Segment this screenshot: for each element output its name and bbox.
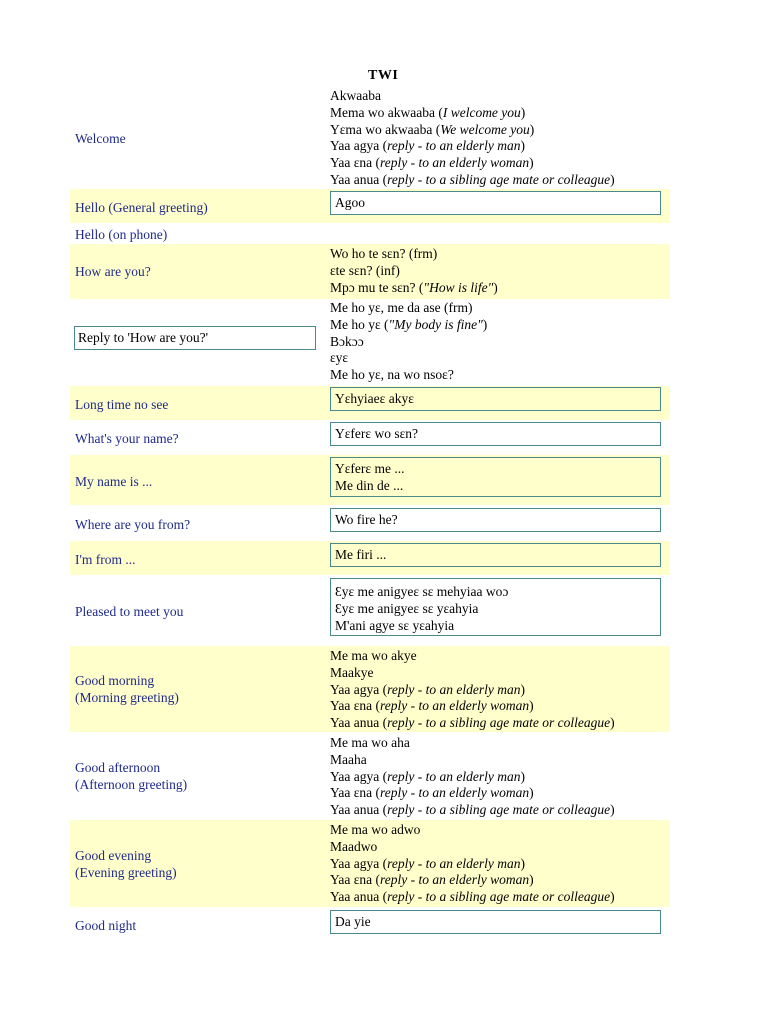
twi-cell: [330, 191, 661, 215]
closing-paren: ): [529, 872, 534, 888]
twi-phrase: Maaha: [330, 751, 367, 767]
closing-paren: ): [482, 316, 488, 332]
english-phrase-line: Good evening: [75, 848, 152, 863]
twi-phrase-line: [330, 856, 615, 873]
twi-cell: [330, 387, 661, 411]
twi-cell: [330, 422, 661, 446]
twi-lines: [330, 88, 615, 189]
twi-phrase-line: [330, 280, 498, 297]
twi-phrase: Mpɔ mu te sɛn? (: [330, 279, 424, 295]
english-phrase-line: Good morning: [75, 673, 155, 688]
twi-cell: [330, 457, 661, 497]
twi-phrase-line: [330, 105, 615, 122]
twi-lines: [330, 246, 498, 296]
twi-lines: [330, 735, 615, 819]
twi-phrase-line: [330, 802, 615, 819]
english-phrase-note: (Morning greeting): [75, 690, 179, 705]
twi-phrase-line: [330, 769, 615, 786]
twi-phrase-translation: "How is life": [423, 279, 494, 295]
twi-phrase-translation: reply - to a sibling age mate or colleague: [387, 171, 611, 187]
twi-phrase-line: [330, 300, 487, 317]
row-pleased: [70, 576, 670, 644]
english-phrase: My name is ...: [75, 474, 153, 489]
closing-paren: ): [520, 768, 525, 784]
row-good-morning: [70, 646, 670, 732]
row-welcome: [70, 86, 670, 188]
twi-phrase-line: [330, 648, 615, 665]
twi-cell: [330, 910, 661, 934]
row-im-from: [70, 541, 670, 575]
twi-lines: [330, 300, 487, 384]
english-phrase: How are you?: [75, 264, 151, 279]
row-good-afternoon: [70, 733, 670, 819]
twi-phrase-line: [330, 88, 615, 105]
twi-phrase-translation: We welcome you: [440, 121, 530, 137]
twi-phrase: Yaa ɛna (: [330, 785, 381, 801]
twi-phrase-translation: "My body is fine": [388, 316, 483, 332]
twi-phrase: Yɛferɛ wo sɛn?: [335, 426, 418, 441]
row-how-are-you: [70, 244, 670, 299]
english-phrase: Good night: [75, 918, 137, 933]
closing-paren: ): [610, 715, 615, 731]
twi-cell: [330, 543, 661, 567]
twi-phrase-line: [330, 665, 615, 682]
twi-phrase-translation: reply - to a sibling age mate or colleague: [387, 889, 611, 905]
twi-phrase: Yaa agya (: [330, 681, 388, 697]
row-where-from: [70, 506, 670, 540]
row-your-name: [70, 421, 670, 455]
twi-phrase-translation: reply - to an elderly woman: [380, 872, 530, 888]
twi-phrase-translation: reply - to an elderly man: [387, 138, 521, 154]
twi-phrase-line: [330, 122, 615, 139]
twi-phrase: Maadwo: [330, 838, 378, 854]
twi-phrase: Me ho yɛ (: [330, 316, 389, 332]
english-phrase: Long time no see: [75, 397, 169, 412]
twi-phrase: Wo fire he?: [335, 512, 398, 527]
twi-phrase-line: [330, 785, 615, 802]
twi-phrase: Maakye: [330, 664, 374, 680]
closing-paren: ): [529, 785, 534, 801]
english-phrase-note: (Afternoon greeting): [75, 777, 188, 792]
twi-phrase-line: [330, 872, 615, 889]
twi-phrase: Akwaaba: [330, 88, 381, 103]
twi-phrase: ɛte sɛn? (inf): [330, 262, 400, 278]
twi-phrase: Mema wo akwaaba (: [330, 104, 443, 120]
closing-paren: ): [520, 138, 525, 154]
english-phrase: Pleased to meet you: [75, 604, 184, 619]
twi-phrase: Yaa anua (: [330, 802, 388, 818]
twi-lines: [330, 822, 615, 906]
twi-phrase: ɛyɛ: [330, 350, 349, 366]
english-phrase-note: (Evening greeting): [75, 865, 177, 880]
english-phrase: Hello (on phone): [75, 227, 168, 242]
closing-paren: ): [610, 171, 615, 187]
twi-cell: [330, 578, 661, 636]
twi-phrase: Me ma wo adwo: [330, 822, 421, 837]
twi-phrase: Yaa anua (: [330, 171, 388, 187]
row-hello: [70, 189, 670, 223]
twi-phrase: Agoo: [335, 195, 365, 210]
row-good-evening: [70, 820, 670, 907]
twi-cell: [330, 508, 661, 532]
twi-phrase: Me ho yɛ, me da ase (frm): [330, 300, 473, 315]
twi-phrase: Ɛyɛ me anigyeɛ sɛ mehyiaa woɔ: [335, 584, 509, 599]
twi-phrase-translation: reply - to an elderly man: [387, 855, 521, 871]
twi-phrase-line: [330, 367, 487, 384]
closing-paren: ): [610, 889, 615, 905]
twi-phrase-translation: reply - to an elderly man: [387, 681, 521, 697]
twi-phrase: Me ma wo akye: [330, 648, 417, 663]
twi-phrase: M'ani agye sɛ yɛahyia: [335, 618, 455, 633]
twi-phrase-translation: reply - to an elderly woman: [380, 698, 530, 714]
twi-phrase-translation: reply - to an elderly woman: [380, 155, 530, 171]
twi-phrase-line: [330, 735, 615, 752]
closing-paren: ): [529, 698, 534, 714]
closing-paren: ): [520, 104, 526, 120]
twi-phrase: Da yie: [335, 914, 371, 929]
english-phrase: What's your name?: [75, 431, 179, 446]
row-my-name: [70, 455, 670, 505]
twi-phrase: Me din de ...: [335, 478, 404, 493]
twi-phrase-line: [330, 172, 615, 189]
twi-phrase-line: [330, 839, 615, 856]
twi-phrase: Me ma wo aha: [330, 735, 410, 750]
twi-phrase: Yɛhyiaeɛ akyɛ: [335, 391, 414, 406]
closing-paren: ): [610, 802, 615, 818]
row-hello-phone: [70, 225, 670, 243]
closing-paren: ): [520, 855, 525, 871]
column-title: TWI: [368, 68, 399, 83]
twi-phrase: Yaa ɛna (: [330, 155, 381, 171]
twi-phrase-line: [330, 155, 615, 172]
row-long-time: [70, 386, 670, 420]
twi-phrase: Yaa anua (: [330, 715, 388, 731]
twi-phrase-line: [330, 334, 487, 351]
twi-lines: [330, 648, 615, 732]
twi-phrase-line: [330, 317, 487, 334]
english-phrase: Hello (General greeting): [75, 200, 208, 215]
twi-phrase-translation: reply - to a sibling age mate or colleague: [387, 802, 611, 818]
english-phrase: I'm from ...: [75, 552, 136, 567]
twi-phrase: Yɛma wo akwaaba (: [330, 121, 441, 137]
twi-phrase-line: [330, 350, 487, 367]
twi-phrase-translation: reply - to an elderly woman: [380, 785, 530, 801]
twi-phrase-line: [330, 822, 615, 839]
twi-phrase: Yaa ɛna (: [330, 872, 381, 888]
twi-phrase-line: [330, 752, 615, 769]
twi-phrase: Bɔkɔɔ: [330, 333, 364, 349]
closing-paren: ): [529, 121, 535, 137]
twi-phrase-line: [330, 263, 498, 280]
closing-paren: ): [529, 155, 534, 171]
twi-phrase-translation: reply - to a sibling age mate or colleague: [387, 715, 611, 731]
twi-phrase-line: [330, 715, 615, 732]
english-phrase: Where are you from?: [75, 517, 191, 532]
twi-phrase: Wo ho te sɛn? (frm): [330, 246, 438, 261]
twi-phrase: Me firi ...: [335, 547, 387, 562]
twi-phrase: Yaa agya (: [330, 768, 388, 784]
twi-phrase: Ɛyɛ me anigyeɛ sɛ yɛahyia: [335, 601, 479, 616]
closing-paren: ): [520, 681, 525, 697]
row-reply: [70, 300, 670, 386]
twi-phrase: Yaa agya (: [330, 138, 388, 154]
row-good-night: [70, 908, 670, 942]
twi-phrase-line: [330, 138, 615, 155]
twi-phrase-translation: reply - to an elderly man: [387, 768, 521, 784]
english-phrase-line: Good afternoon: [75, 760, 161, 775]
twi-phrase-line: [330, 889, 615, 906]
twi-phrase: Yaa anua (: [330, 889, 388, 905]
english-phrase-box: Reply to 'How are you?': [74, 326, 316, 350]
twi-phrase-line: [330, 698, 615, 715]
twi-phrase: Yɛferɛ me ...: [335, 461, 405, 476]
english-phrase: [75, 759, 187, 793]
english-phrase: [75, 847, 177, 881]
closing-paren: ): [493, 279, 498, 295]
twi-phrase: Yaa agya (: [330, 855, 388, 871]
twi-phrase-translation: I welcome you: [442, 104, 521, 120]
twi-phrase-line: [330, 246, 498, 263]
twi-phrase: Yaa ɛna (: [330, 698, 381, 714]
english-phrase: [75, 672, 179, 706]
twi-phrase-line: [330, 682, 615, 699]
english-phrase: Welcome: [75, 131, 126, 146]
twi-phrase: Me ho yɛ, na wo nsoɛ?: [330, 367, 454, 383]
